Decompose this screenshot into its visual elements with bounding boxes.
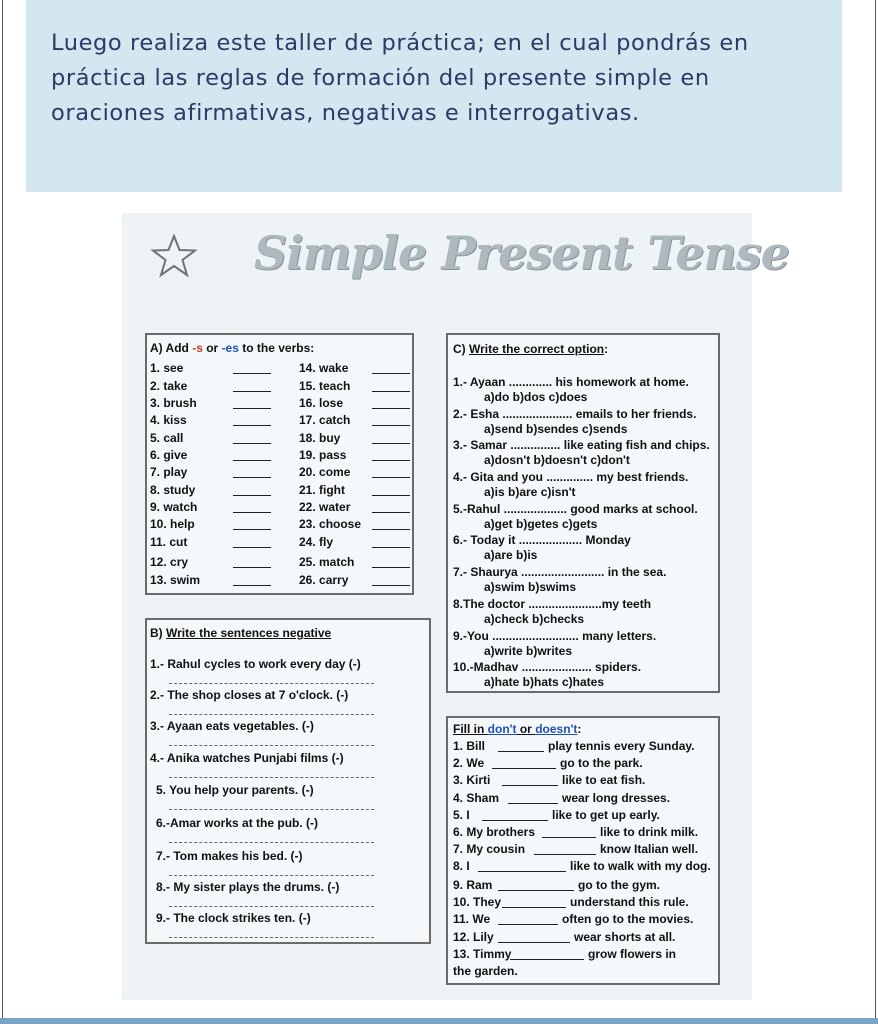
- negative-sentence: 4.- Anika watches Punjabi films (-): [150, 751, 344, 765]
- option-choices: a)hate b)hats c)hates: [484, 675, 605, 689]
- fill-item-predicate: like to drink milk.: [600, 825, 699, 839]
- section-b-heading: B) Write the sentences negative: [150, 626, 332, 640]
- negative-sentence: 9.- The clock strikes ten. (-): [156, 911, 311, 925]
- verb-answer-blank[interactable]: [372, 547, 410, 548]
- negative-sentence: 6.-Amar works at the pub. (-): [156, 816, 319, 830]
- fill-item-predicate: grow flowers in: [588, 947, 677, 961]
- fill-answer-blank[interactable]: [508, 803, 558, 804]
- section-c-box: [446, 333, 720, 693]
- verb-answer-blank[interactable]: [233, 477, 271, 478]
- verb-answer-blank[interactable]: [372, 408, 410, 409]
- negative-answer-line[interactable]: [169, 842, 374, 843]
- negative-answer-line[interactable]: [169, 683, 374, 684]
- option-question: 2.- Esha ..................... emails to her friends.: [453, 407, 697, 421]
- verb-answer-blank[interactable]: [372, 391, 410, 392]
- option-choices: a)write b)writes: [484, 644, 573, 658]
- fill-item-predicate: know Italian well.: [600, 842, 699, 856]
- option-choices: a)dosn't b)doesn't c)don't: [484, 453, 630, 467]
- negative-sentence: 8.- My sister plays the drums. (-): [156, 880, 340, 894]
- option-choices: a)send b)sendes c)sends: [484, 422, 628, 436]
- verb-answer-blank[interactable]: [233, 373, 271, 374]
- verb-item: 2. take: [150, 379, 188, 393]
- option-question: 9.-You .......................... many letters.: [453, 629, 657, 643]
- fill-item-subject: 13. Timmy: [453, 947, 512, 961]
- verb-answer-blank[interactable]: [372, 425, 410, 426]
- verb-item: 13. swim: [150, 573, 201, 587]
- star-icon: [150, 234, 198, 278]
- fill-item-subject: 8. I: [453, 859, 470, 873]
- fill-item-subject: 12. Lily: [453, 930, 494, 944]
- fill-answer-blank[interactable]: [498, 751, 544, 752]
- section-d-box: [446, 716, 720, 985]
- fill-answer-blank[interactable]: [502, 785, 558, 786]
- fill-item-predicate: go to the park.: [560, 756, 643, 770]
- verb-answer-blank[interactable]: [233, 567, 271, 568]
- negative-sentence: 2.- The shop closes at 7 o'clock. (-): [150, 688, 349, 702]
- fill-item-subject: 4. Sham: [453, 791, 500, 805]
- option-choices: a)get b)getes c)gets: [484, 517, 598, 531]
- verb-item: 14. wake: [299, 361, 349, 375]
- verb-answer-blank[interactable]: [233, 547, 271, 548]
- option-choices: a)swim b)swims: [484, 580, 577, 594]
- verb-answer-blank[interactable]: [372, 373, 410, 374]
- option-question: 3.- Samar ............... like eating fish and chips.: [453, 438, 710, 452]
- fill-answer-blank[interactable]: [478, 871, 566, 872]
- fill-item-subject: 3. Kirti: [453, 773, 491, 787]
- verb-answer-blank[interactable]: [372, 460, 410, 461]
- verb-item: 7. play: [150, 465, 188, 479]
- verb-item: 1. see: [150, 361, 184, 375]
- verb-item: 21. fight: [299, 483, 346, 497]
- negative-answer-line[interactable]: [169, 906, 374, 907]
- section-a-box: [145, 333, 414, 595]
- verb-item: 16. lose: [299, 396, 344, 410]
- fill-item-subject: 11. We: [453, 912, 491, 926]
- verb-item: 17. catch: [299, 413, 351, 427]
- bottom-bar: [0, 1018, 878, 1024]
- verb-answer-blank[interactable]: [233, 391, 271, 392]
- option-question: 7.- Shaurya ......................... in the sea.: [453, 565, 667, 579]
- verb-item: 11. cut: [150, 535, 188, 549]
- negative-answer-line[interactable]: [169, 937, 374, 938]
- verb-answer-blank[interactable]: [372, 443, 410, 444]
- fill-item-predicate: play tennis every Sunday.: [548, 739, 695, 753]
- verb-item: 8. study: [150, 483, 196, 497]
- intro-text: Luego realiza este taller de práctica; en el cual pondrás en práctica las reglas de formación del presente simple en oraciones afirmativas, negativas e interrogativas.: [51, 30, 749, 126]
- title-text: Simple Present Tense: [254, 226, 790, 280]
- fill-item-predicate: like to walk with my dog.: [570, 859, 711, 873]
- negative-sentence: 7.- Tom makes his bed. (-): [156, 849, 303, 863]
- fill-item-subject: 5. I: [453, 808, 470, 822]
- fill-item-predicate: understand this rule.: [570, 895, 689, 909]
- verb-answer-blank[interactable]: [233, 512, 271, 513]
- verb-answer-blank[interactable]: [233, 443, 271, 444]
- option-question: 1.- Ayaan ............. his homework at home.: [453, 375, 689, 389]
- verb-item: 22. water: [299, 500, 351, 514]
- section-d-tail: the garden.: [453, 964, 518, 978]
- option-question: 5.-Rahul ................... good marks at school.: [453, 502, 698, 516]
- verb-item: 9. watch: [150, 500, 198, 514]
- verb-item: 5. call: [150, 431, 184, 445]
- fill-item-predicate: like to get up early.: [552, 808, 660, 822]
- verb-item: 23. choose: [299, 517, 362, 531]
- verb-answer-blank[interactable]: [233, 495, 271, 496]
- worksheet-title: [150, 224, 790, 294]
- fill-item-predicate: go to the gym.: [578, 878, 660, 892]
- negative-answer-line[interactable]: [169, 745, 374, 746]
- section-c-heading: C) Write the correct option:: [453, 342, 609, 356]
- intro-banner: [26, 0, 842, 192]
- verb-answer-blank[interactable]: [233, 408, 271, 409]
- verb-answer-blank[interactable]: [233, 425, 271, 426]
- verb-item: 6. give: [150, 448, 188, 462]
- fill-item-predicate: often go to the movies.: [562, 912, 694, 926]
- fill-item-predicate: wear long dresses.: [562, 791, 671, 805]
- fill-item-subject: 1. Bill: [453, 739, 486, 753]
- verb-answer-blank[interactable]: [233, 460, 271, 461]
- option-question: 6.- Today it ................... Monday: [453, 533, 631, 547]
- fill-answer-blank[interactable]: [492, 768, 556, 769]
- verb-answer-blank[interactable]: [372, 495, 410, 496]
- fill-answer-blank[interactable]: [498, 890, 574, 891]
- fill-item-subject: 7. My cousin: [453, 842, 526, 856]
- fill-answer-blank[interactable]: [510, 959, 584, 960]
- verb-answer-blank[interactable]: [372, 512, 410, 513]
- verb-answer-blank[interactable]: [233, 529, 271, 530]
- fill-item-predicate: like to eat fish.: [562, 773, 646, 787]
- verb-item: 24. fly: [299, 535, 334, 549]
- verb-item: 26. carry: [299, 573, 349, 587]
- verb-answer-blank[interactable]: [372, 585, 410, 586]
- fill-item-predicate: wear shorts at all.: [574, 930, 676, 944]
- verb-item: 20. come: [299, 465, 351, 479]
- negative-answer-line[interactable]: [169, 875, 374, 876]
- fill-answer-blank[interactable]: [542, 837, 596, 838]
- verb-item: 4. kiss: [150, 413, 187, 427]
- option-question: 10.-Madhav ..................... spiders.: [453, 660, 642, 674]
- verb-item: 19. pass: [299, 448, 347, 462]
- verb-item: 18. buy: [299, 431, 341, 445]
- fill-item-subject: 10. They: [453, 895, 502, 909]
- fill-answer-blank[interactable]: [498, 924, 558, 925]
- negative-answer-line[interactable]: [169, 809, 374, 810]
- option-question: 8.The doctor ......................my teeth: [453, 597, 652, 611]
- fill-item-subject: 9. Ram: [453, 878, 493, 892]
- fill-answer-blank[interactable]: [498, 942, 570, 943]
- section-b-box: [145, 618, 431, 944]
- negative-sentence: 1.- Rahul cycles to work every day (-): [150, 657, 361, 671]
- verb-item: 10. help: [150, 517, 195, 531]
- fill-item-subject: 2. We: [453, 756, 485, 770]
- fill-answer-blank[interactable]: [482, 820, 548, 821]
- fill-item-subject: 6. My brothers: [453, 825, 536, 839]
- verb-answer-blank[interactable]: [372, 529, 410, 530]
- negative-sentence: 3.- Ayaan eats vegetables. (-): [150, 719, 314, 733]
- verb-answer-blank[interactable]: [372, 477, 410, 478]
- section-d-heading: Fill in don't or doesn't:: [453, 722, 582, 736]
- verb-item: 3. brush: [150, 396, 197, 410]
- option-question: 4.- Gita and you .............. my best friends.: [453, 470, 689, 484]
- verb-answer-blank[interactable]: [372, 567, 410, 568]
- negative-answer-line[interactable]: [169, 714, 374, 715]
- fill-answer-blank[interactable]: [502, 907, 566, 908]
- negative-answer-line[interactable]: [169, 777, 374, 778]
- option-choices: a)are b)is: [484, 548, 538, 562]
- option-choices: a)is b)are c)isn't: [484, 485, 576, 499]
- option-choices: a)do b)dos c)does: [484, 390, 588, 404]
- negative-sentence: 5. You help your parents. (-): [156, 783, 314, 797]
- option-choices: a)check b)checks: [484, 612, 585, 626]
- verb-item: 12. cry: [150, 555, 189, 569]
- verb-item: 25. match: [299, 555, 355, 569]
- fill-answer-blank[interactable]: [534, 854, 596, 855]
- verb-item: 15. teach: [299, 379, 351, 393]
- verb-answer-blank[interactable]: [233, 585, 271, 586]
- section-a-heading: A) Add -s or -es to the verbs:: [150, 341, 315, 355]
